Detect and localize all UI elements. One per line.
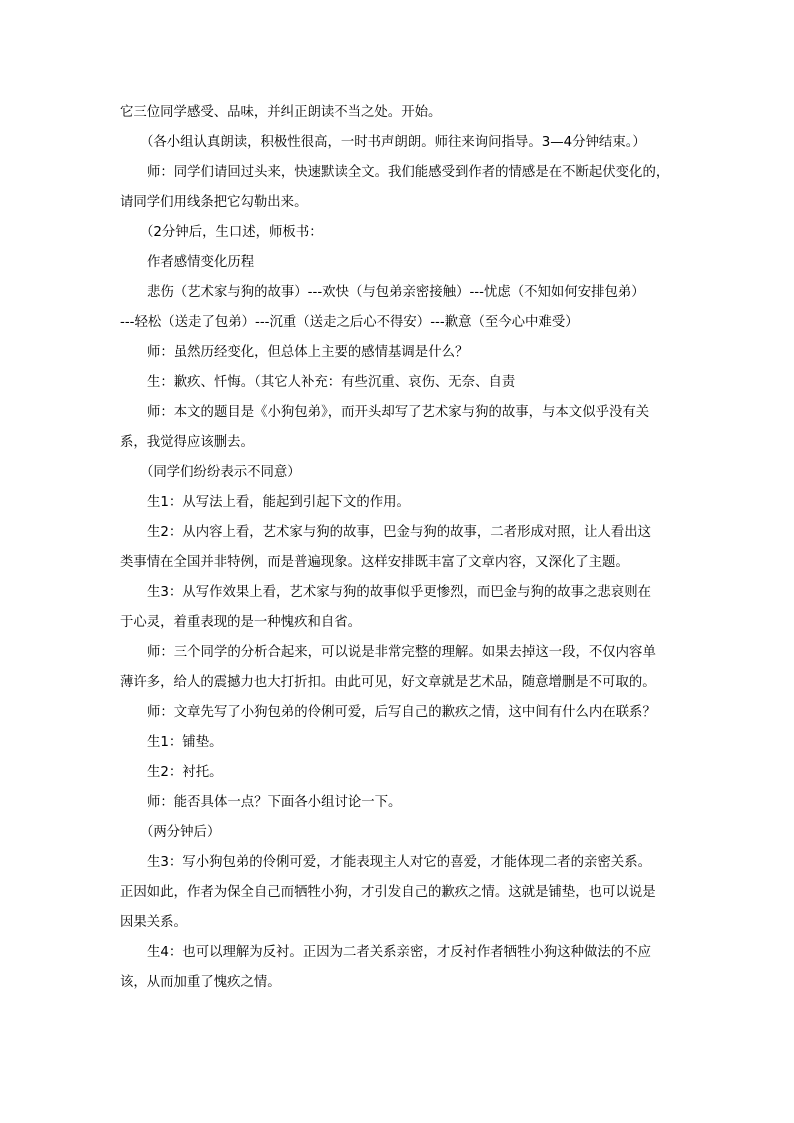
text-line: 请同学们用线条把它勾勒出来。 xyxy=(120,195,308,210)
text-line: 师：三个同学的分析合起来，可以说是非常完整的理解。如果去掉这一段，不仅内容单 xyxy=(147,645,656,660)
text-line: 生1：铺垫。 xyxy=(147,735,223,750)
text-line: 生：歉疚、忏悔。（其它人补充：有些沉重、哀伤、无奈、自责 xyxy=(147,375,516,390)
text-line: （2分钟后，生口述，师板书： xyxy=(140,225,323,240)
text-line: ---轻松（送走了包弟）---沉重（送走之后心不得安）---歉意（至今心中难受） xyxy=(120,315,579,330)
text-line: 师：同学们请回过头来，快速默读全文。我们能感受到作者的情感是在不断起伏变化的， xyxy=(147,165,670,180)
text-line: 它三位同学感受、品味，并纠正朗读不当之处。开始。 xyxy=(120,105,442,120)
text-line: 师：本文的题目是《小狗包弟》，而开头却写了艺术家与狗的故事，与本文似乎没有关 xyxy=(147,405,650,420)
text-line: 生4：也可以理解为反衬。正因为二者关系亲密，才反衬作者牺牲小狗这种做法的不应 xyxy=(147,945,651,960)
text-line: 类事情在全国并非特例，而是普遍现象。这样安排既丰富了文章内容，又深化了主题。 xyxy=(120,555,629,570)
text-line: （两分钟后） xyxy=(140,825,221,840)
text-line: 正因如此，作者为保全自己而牺牲小狗，才引发自己的歉疚之情。这就是铺垫，也可以说是 xyxy=(120,885,656,900)
text-line: 生1：从写法上看，能起到引起下文的作用。 xyxy=(147,495,410,510)
text-line: （各小组认真朗读，积极性很高，一时书声朗朗。师往来询问指导。3—4分钟结束。） xyxy=(140,135,646,150)
text-line: 悲伤（艺术家与狗的故事）---欢快（与包弟亲密接触）---忧虑（不知如何安排包弟） xyxy=(147,285,645,300)
body-text xyxy=(120,98,680,998)
text-line: 薄许多，给人的震撼力也大打折扣。由此可见，好文章就是艺术品，随意增删是不可取的。 xyxy=(120,675,656,690)
text-line: 师：文章先写了小狗包弟的伶俐可爱，后写自己的歉疚之情，这中间有什么内在联系？ xyxy=(147,705,656,720)
text-line: 因果关系。 xyxy=(120,915,187,930)
text-line: 师：能否具体一点？下面各小组讨论一下。 xyxy=(147,795,402,810)
text-line: 生2：从内容上看，艺术家与狗的故事，巴金与狗的故事，二者形成对照，让人看出这 xyxy=(147,525,651,540)
text-line: 生2：衬托。 xyxy=(147,765,223,780)
text-line: 于心灵，着重表现的是一种愧疚和自省。 xyxy=(120,615,362,630)
text-line: 师：虽然历经变化，但总体上主要的感情基调是什么？ xyxy=(147,345,469,360)
text-line: 该，从而加重了愧疚之情。 xyxy=(120,975,281,990)
text-line: （同学们纷纷表示不同意） xyxy=(140,465,301,480)
text-line: 生3：从写作效果上看，艺术家与狗的故事似乎更惨烈，而巴金与狗的故事之悲哀则在 xyxy=(147,585,651,600)
text-line: 作者感情变化历程 xyxy=(147,255,255,270)
text-line: 系，我觉得应该删去。 xyxy=(120,435,254,450)
text-line: 生3：写小狗包弟的伶俐可爱，才能表现主人对它的喜爱，才能体现二者的亲密关系。 xyxy=(147,855,651,870)
